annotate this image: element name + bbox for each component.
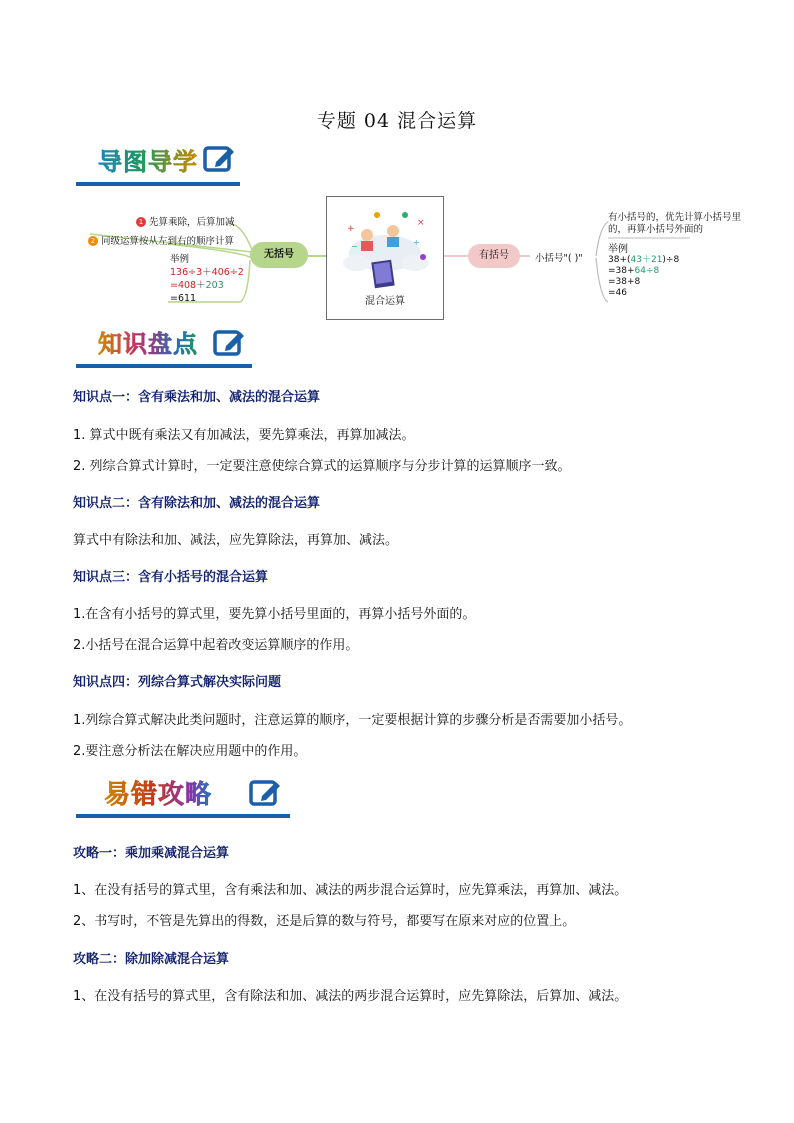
banner-knowledge [76,324,252,368]
right-desc-line-2: 的，再算小括号外面的 [608,224,704,235]
node-with-brackets: 有括号 [468,244,520,268]
left-item-1 [136,214,235,228]
edit-icon [212,328,246,358]
s2-paragraph-1: 1、在没有括号的算式里，含有除法和加、减法的两步混合运算时，应先算除法，后算加、减法。 [73,989,628,1004]
k3-paragraph-1: 1.在含有小括号的算式里，要先算小括号里面的，再算小括号外面的。 [73,607,476,622]
k1-heading: 知识点一：含有乘法和加、减法的混合运算 [73,390,321,405]
left-ex2-c: 203 [205,280,224,291]
page-title: 专题 04 混合运算 [316,110,478,132]
svg-text:×: × [417,218,425,228]
left-item-1-text: 先算乘除，后算加减 [149,217,235,228]
node-parentheses: 小括号"( )" [535,253,583,264]
left-example-label: 举例 [170,254,190,265]
k4-paragraph-1: 1.列综合算式解决此类问题时，注意运算的顺序，一定要根据计算的步骤分析是否需要加小括号。 [73,713,632,728]
banner-underline [76,364,252,368]
k4-heading: 知识点四：列综合算式解决实际问题 [73,675,282,690]
left-ex1-a: 136÷3 [170,267,203,278]
s1-paragraph-1: 1、在没有括号的算式里，含有乘法和加、减法的两步混合运算时，应先算乘法，再算加、减法。 [73,883,628,898]
k1-paragraph-2: 2. 列综合算式计算时，一定要注意使综合算式的运算顺序与分步计算的运算顺序一致。 [73,459,571,474]
right-ex1-a: 38+( [608,255,631,265]
k1-paragraph-1: 1. 算式中既有乘法又有加减法，要先算乘法，再算加减法。 [73,428,415,443]
banner-mistakes-text: 易错攻略 [104,774,212,811]
left-ex2-b: ＋ [196,280,206,291]
right-ex2-a: =38+ [608,266,635,276]
left-ex1-c: 406÷2 [211,267,244,278]
k3-paragraph-2: 2.小括号在混合运算中起着改变运算顺序的作用。 [73,638,359,653]
banner-guide [76,142,240,186]
right-description [608,212,741,236]
left-ex2-a: =408 [170,280,197,291]
banner-underline [76,814,290,818]
k2-heading: 知识点二：含有除法和加、减法的混合运算 [73,496,321,511]
children-math-illustration [327,201,443,293]
svg-text:÷: ÷ [413,238,420,247]
right-example [608,244,679,299]
k4-paragraph-2: 2.要注意分析法在解决应用题中的作用。 [73,744,307,759]
banner-underline [76,182,240,186]
right-desc-line-1: 有小括号的，优先计算小括号里 [608,212,742,223]
s2-heading: 攻略二：除加除减混合运算 [73,952,230,967]
right-ex1-c: )÷8 [662,255,680,265]
k2-paragraph-1: 算式中有除法和加、减法，应先算除法，再算加、减法。 [73,533,399,548]
right-ex4: =46 [608,288,627,298]
banner-guide-text: 导图导学 [98,142,198,177]
banner-knowledge-text: 知识盘点 [98,324,198,359]
right-example-label: 举例 [608,244,628,255]
k3-heading: 知识点三：含有小括号的混合运算 [73,570,269,585]
number-badge-1: 1 [136,217,146,227]
center-caption: 混合运算 [365,296,405,307]
svg-text:+: + [347,224,355,234]
number-badge-2: 2 [88,236,98,246]
svg-text:−: − [351,242,358,251]
edit-icon [248,778,282,808]
edit-icon [202,144,236,174]
left-item-2 [88,233,234,247]
right-ex3: =38+8 [608,277,641,287]
mind-map [80,194,760,324]
right-ex2-b: 64÷8 [634,266,660,276]
left-example [170,253,244,305]
center-illustration [326,196,444,320]
s1-heading: 攻略一：乘加乘减混合运算 [73,846,230,861]
node-no-brackets: 无括号 [250,242,308,268]
left-ex1-b: ＋ [202,267,212,278]
left-ex3: =611 [170,293,197,304]
s1-paragraph-2: 2、书写时，不管是先算出的得数，还是后算的数与符号，都要写在原来对应的位置上。 [73,914,576,929]
left-item-2-text: 同级运算按从左到右的顺序计算 [101,236,235,247]
banner-mistakes [76,772,290,818]
right-ex1-b: 43＋21 [630,255,663,265]
